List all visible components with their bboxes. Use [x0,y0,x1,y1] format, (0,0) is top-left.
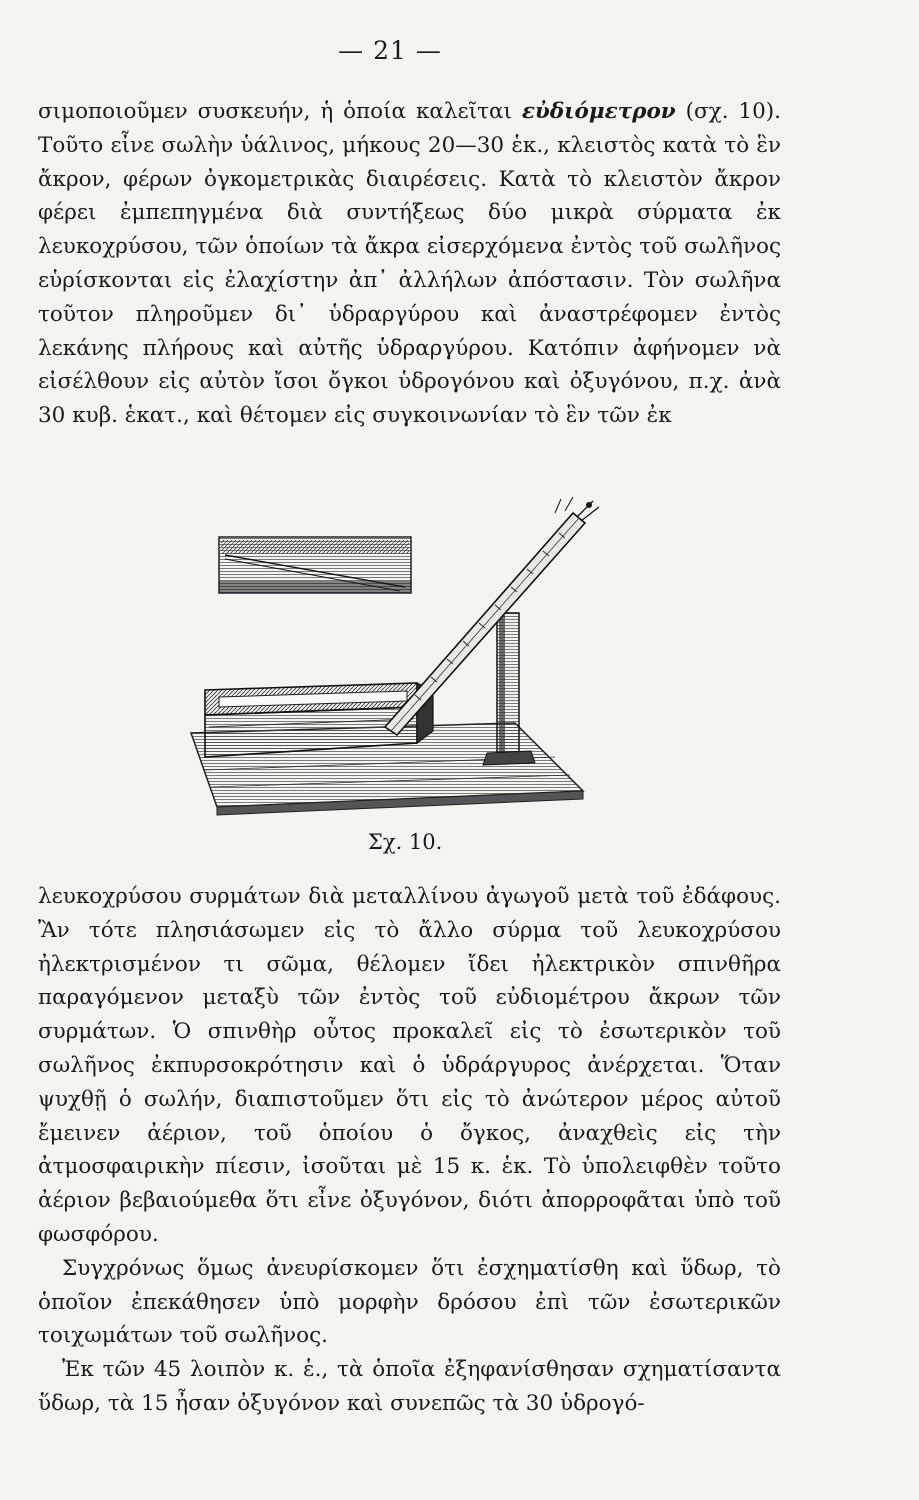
inset-box [219,537,411,593]
figure-reference: (σχ. 10). [675,99,781,124]
page-number: — 21 — [338,36,442,65]
figure-caption: Σχ. 10. [368,830,443,854]
paragraph: Συγχρόνως ὅμως ἀνευρίσκομεν ὅτι ἐσχηματίσθη καὶ ὕδωρ, τὸ ὁποῖον ἐπεκάθησεν ὑπὸ μορφὴν δρόσου ἐπὶ τῶν ἐσωτερικῶν τοιχωμάτων τοῦ σωλῆνος. [38,1255,781,1349]
term-eudiometer: εὐδιόμετρον [521,99,676,124]
eudiometer-tube [385,497,599,735]
top-text-block [38,95,781,433]
paragraph: Ἐκ τῶν 45 λοιπὸν κ. ἑ., τὰ ὁποῖα ἐξηφανίσθησαν σχηματίσαντα ὕδωρ, τὰ 15 ἦσαν ὀξυγόνον καὶ συνεπῶς τὰ 30 ὑδρογό- [38,1357,781,1416]
text-description: Τοῦτο εἶνε σωλὴν ὑάλινος, μήκους 20—30 ἑκ., κλειστὸς κατὰ τὸ ἓν ἄκρον, φέρων ὀγκομετρικὰς διαιρέσεις. Κατὰ τὸ κλειστὸν ἄκρον φέρει ἐμπεπηγμένα διὰ συντήξεως δύο μικρὰ σύρματα ἐκ λευκοχρύσου, τῶν ὁποίων τὰ ἄκρα εἰσερχόμενα ἐντὸς τοῦ σωλῆνος εὑρίσκονται εἰς ἐλαχίστην ἀπ᾽ ἀλλήλων ἀπόστασιν. Τὸν σωλῆνα τοῦτον πληροῦμεν δι᾽ ὑδραργύρου καὶ ἀναστρέφομεν ἐντὸς λεκάνης πλήρους καὶ αὐτῆς ὑδραργύρου. Κατόπιν ἀφήνομεν νὰ εἰσέλθουν εἰς αὐτὸν ἴσοι ὄγκοι ὑδρογόνου καὶ ὀξυγόνου, π.χ. ἀνὰ 30 κυβ. ἑκατ., καὶ θέτομεν εἰς συγκοινωνίαν τὸ ἓν τῶν ἐκ [38,132,781,429]
text-intro: σιμοποιοῦμεν συσκευήν, ἡ ὁποία καλεῖται [38,99,522,124]
paragraph: λευκοχρύσου συρμάτων διὰ μεταλλίνου ἀγωγοῦ μετὰ τοῦ ἐδάφους. Ἂν τότε πλησιάσωμεν εἰς τὸ ἄλλο σύρμα τοῦ λευκοχρύσου ἠλεκτρισμένον τι σῶμα, θέλομεν ἴδει ἠλεκτρικὸν σπινθῆρα παραγόμενον μεταξὺ τῶν ἐντὸς τοῦ εὐδιομέτρου ἄκρων τῶν συρμάτων. Ὁ σπινθὴρ οὗτος προκαλεῖ εἰς τὸ ἐσωτερικὸν τοῦ σωλῆνος ἐκπυρσοκρότησιν καὶ ὁ ὑδράργυρος ἀνέρχεται. Ὅταν ψυχθῇ ὁ σωλήν, διαπιστοῦμεν ὅτι εἰς τὸ ἀνώτερον μέρος αὐτοῦ ἔμεινεν ἀέριον, τοῦ ὁποίου ὁ ὄγκος, ἀναχθεὶς εἰς τὴν ἀτμοσφαιρικὴν πίεσιν, ἰσοῦται μὲ 15 κ. ἑκ. Τὸ ὑπολειφθὲν τοῦτο ἀέριον βεβαιούμεθα ὅτι εἶνε ὀξυγόνον, διότι ἀπορροφᾶται ὑπὸ τοῦ φωσφόρου. [38,884,781,1247]
eudiometer-illustration [185,495,605,825]
bottom-text-block [38,880,781,1421]
top-paragraph [38,95,781,433]
